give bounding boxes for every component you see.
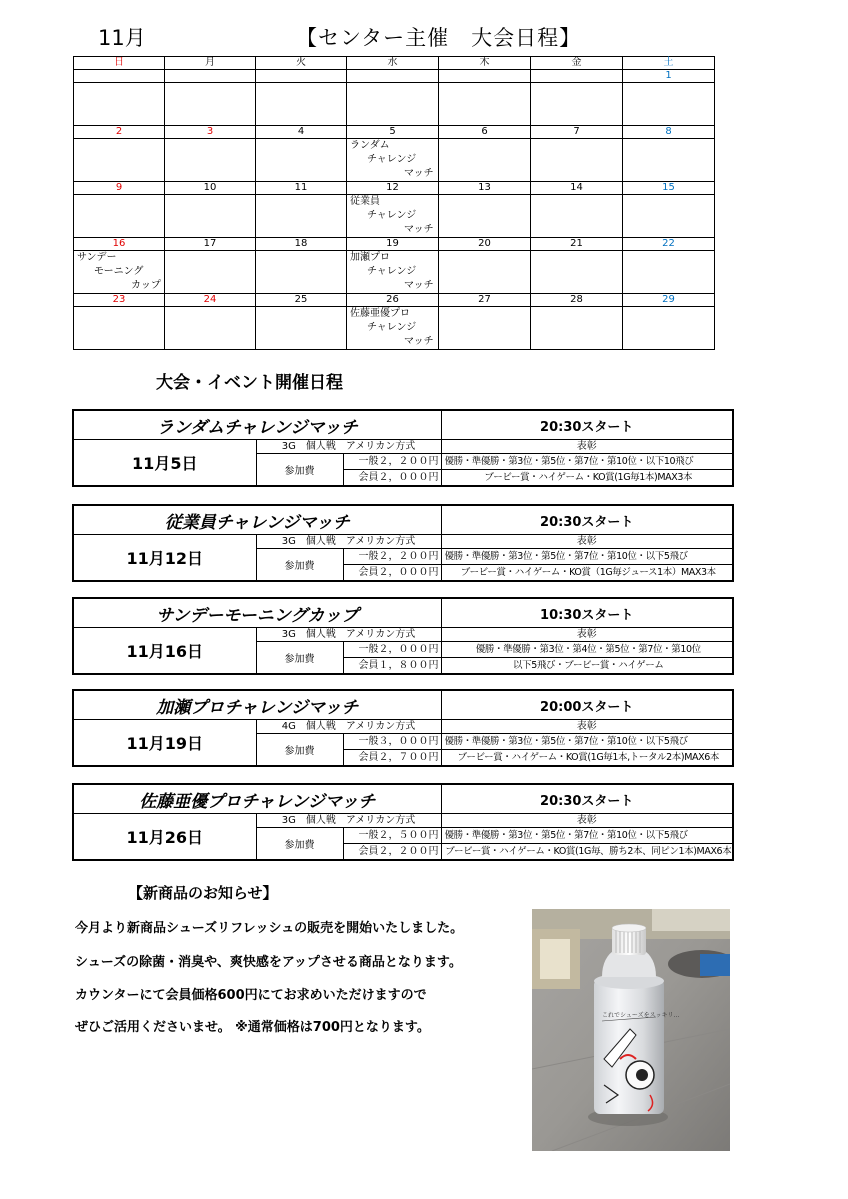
event-name: 佐藤亜優プロチャレンジマッチ (73, 784, 441, 814)
calendar-event (347, 195, 437, 237)
fee-member: 会員２，７００円 (343, 750, 441, 767)
calendar-cell (256, 139, 347, 182)
event-start-time: 10:30スタート (441, 598, 733, 628)
page-title: 【センター主催 大会日程】 (296, 26, 582, 50)
prize-line-1: 優勝・準優勝・第3位・第5位・第7位・第10位・以下5飛び (441, 549, 733, 565)
calendar-cell (165, 83, 256, 126)
fee-general: 一般３，０００円 (343, 734, 441, 750)
shoe-spray-can-image (532, 909, 730, 1151)
fee-member: 会員２，０００円 (343, 470, 441, 487)
calendar (73, 56, 715, 350)
calendar-date: 5 (347, 126, 439, 139)
calendar-date: 13 (439, 182, 531, 195)
event-table (72, 409, 734, 487)
calendar-cell (623, 195, 715, 238)
calendar-cell (439, 251, 531, 294)
event-date: 11月26日 (73, 814, 256, 861)
calendar-date: 7 (531, 126, 623, 139)
calendar-date: 18 (256, 238, 347, 251)
prize-line-1: 優勝・準優勝・第3位・第5位・第7位・第10位・以下5飛び (441, 734, 733, 750)
calendar-date: 24 (165, 294, 256, 307)
calendar-cell (256, 251, 347, 294)
weekday-fri: 金 (531, 57, 623, 70)
calendar-date (74, 70, 165, 83)
calendar-event-line: チャレンジ (367, 266, 417, 277)
calendar-event-line: マッチ (404, 224, 434, 235)
can-label-text: これでシューズをスッキリ… (602, 1012, 680, 1019)
calendar-cell (531, 83, 623, 126)
calendar-cell (347, 251, 439, 294)
calendar-event-line: マッチ (404, 280, 434, 291)
event-format: 4G 個人戦 アメリカン方式 (256, 720, 441, 734)
calendar-cell (74, 83, 165, 126)
calendar-cell (531, 251, 623, 294)
award-label: 表彰 (441, 628, 733, 642)
calendar-date: 16 (74, 238, 165, 251)
calendar-cell (439, 195, 531, 238)
event-format: 3G 個人戦 アメリカン方式 (256, 440, 441, 454)
calendar-date: 11 (256, 182, 347, 195)
prize-line-2: ブービー賞・ハイゲーム・KO賞(1G毎1本,トータル2本)MAX6本 (441, 750, 733, 767)
fee-label: 参加費 (256, 549, 343, 582)
calendar-cell (531, 139, 623, 182)
weekday-sun: 日 (74, 57, 165, 70)
prize-line-1: 優勝・準優勝・第3位・第4位・第5位・第7位・第10位 (441, 642, 733, 658)
fee-label: 参加費 (256, 642, 343, 675)
award-label: 表彰 (441, 720, 733, 734)
product-photo (532, 909, 730, 1151)
calendar-date (531, 70, 623, 83)
fee-general: 一般２，５００円 (343, 828, 441, 844)
weekday-tue: 火 (256, 57, 347, 70)
calendar-cell (256, 83, 347, 126)
calendar-event-line: モーニング (94, 266, 144, 277)
event-start-time: 20:00スタート (441, 690, 733, 720)
calendar-date: 14 (531, 182, 623, 195)
weekday-thu: 木 (439, 57, 531, 70)
calendar-date: 27 (439, 294, 531, 307)
calendar-date: 8 (623, 126, 715, 139)
calendar-date: 22 (623, 238, 715, 251)
calendar-cell (623, 251, 715, 294)
prize-line-2: ブービー賞・ハイゲーム・KO賞(1G毎、勝ち2本、同ピン1本)MAX6本 (441, 844, 733, 861)
calendar-date: 6 (439, 126, 531, 139)
calendar-cell (531, 307, 623, 350)
event-format: 3G 個人戦 アメリカン方式 (256, 814, 441, 828)
calendar-event-line: チャレンジ (367, 210, 417, 221)
prize-line-2: ブービー賞・ハイゲーム・KO賞(1G毎1本)MAX3本 (441, 470, 733, 487)
event-table (72, 689, 734, 767)
calendar-cell (165, 251, 256, 294)
calendar-event-line: 佐藤亜優プロ (350, 308, 410, 319)
event-table (72, 504, 734, 582)
calendar-date: 4 (256, 126, 347, 139)
award-label: 表彰 (441, 535, 733, 549)
calendar-event (347, 251, 437, 293)
calendar-cell (531, 195, 623, 238)
calendar-date: 10 (165, 182, 256, 195)
calendar-event-line: ランダム (350, 140, 390, 151)
fee-member: 会員１，８００円 (343, 658, 441, 675)
event-date: 11月12日 (73, 535, 256, 582)
calendar-cell (347, 139, 439, 182)
calendar-event-line: マッチ (404, 168, 434, 179)
calendar-cell (165, 139, 256, 182)
calendar-cell (439, 83, 531, 126)
calendar-date: 21 (531, 238, 623, 251)
month-label: 11月 (98, 26, 146, 50)
calendar-cell (439, 307, 531, 350)
weekday-sat: 土 (623, 57, 715, 70)
fee-general: 一般２，２００円 (343, 454, 441, 470)
calendar-cell (347, 307, 439, 350)
fee-member: 会員２，０００円 (343, 565, 441, 582)
event-date: 11月16日 (73, 628, 256, 675)
event-start-time: 20:30スタート (441, 784, 733, 814)
news-line: シューズの除菌・消臭や、爽快感をアップさせる商品となります。 (75, 955, 462, 970)
calendar-event-line: サンデー (77, 252, 117, 263)
calendar-event-line: マッチ (404, 336, 434, 347)
fee-general: 一般２，０００円 (343, 642, 441, 658)
calendar-cell (623, 307, 715, 350)
calendar-date: 1 (623, 70, 715, 83)
event-format: 3G 個人戦 アメリカン方式 (256, 628, 441, 642)
calendar-date: 3 (165, 126, 256, 139)
calendar-cell (623, 139, 715, 182)
calendar-cell (256, 195, 347, 238)
calendar-cell (74, 195, 165, 238)
calendar-date (347, 70, 439, 83)
prize-line-2: ブービー賞・ハイゲーム・KO賞（1G毎ジュース1本）MAX3本 (441, 565, 733, 582)
calendar-event-line: カップ (131, 280, 161, 291)
event-name: サンデーモーニングカップ (73, 598, 441, 628)
calendar-date: 25 (256, 294, 347, 307)
calendar-date: 20 (439, 238, 531, 251)
calendar-event-line: 加瀬プロ (350, 252, 390, 263)
event-format: 3G 個人戦 アメリカン方式 (256, 535, 441, 549)
calendar-event (74, 251, 164, 293)
calendar-event-line: チャレンジ (367, 322, 417, 333)
fee-label: 参加費 (256, 454, 343, 487)
calendar-cell (623, 83, 715, 126)
weekday-wed: 水 (347, 57, 439, 70)
fee-member: 会員２，２００円 (343, 844, 441, 861)
event-start-time: 20:30スタート (441, 410, 733, 440)
calendar-cell (165, 195, 256, 238)
calendar-date: 26 (347, 294, 439, 307)
prize-line-1: 優勝・準優勝・第3位・第5位・第7位・第10位・以下5飛び (441, 828, 733, 844)
calendar-date: 15 (623, 182, 715, 195)
calendar-event-line: 従業員 (350, 196, 380, 207)
calendar-cell (439, 139, 531, 182)
news-line: 今月より新商品シューズリフレッシュの販売を開始いたしました。 (75, 921, 464, 936)
calendar-cell (256, 307, 347, 350)
calendar-date: 23 (74, 294, 165, 307)
event-date: 11月5日 (73, 440, 256, 487)
calendar-event (347, 139, 437, 181)
calendar-date: 9 (74, 182, 165, 195)
weekday-mon: 月 (165, 57, 256, 70)
award-label: 表彰 (441, 440, 733, 454)
calendar-date: 17 (165, 238, 256, 251)
calendar-date: 28 (531, 294, 623, 307)
fee-label: 参加費 (256, 828, 343, 861)
calendar-date (165, 70, 256, 83)
news-title: 【新商品のお知らせ】 (128, 884, 278, 902)
calendar-date (256, 70, 347, 83)
event-date: 11月19日 (73, 720, 256, 767)
calendar-date: 12 (347, 182, 439, 195)
calendar-cell (165, 307, 256, 350)
event-table (72, 597, 734, 675)
prize-line-2: 以下5飛び・ブービー賞・ハイゲーム (441, 658, 733, 675)
fee-general: 一般２，２００円 (343, 549, 441, 565)
event-start-time: 20:30スタート (441, 505, 733, 535)
calendar-date: 29 (623, 294, 715, 307)
fee-label: 参加費 (256, 734, 343, 767)
section-title: 大会・イベント開催日程 (156, 373, 343, 393)
calendar-cell (347, 195, 439, 238)
calendar-event-line: チャレンジ (367, 154, 417, 165)
news-line: カウンターにて会員価格600円にてお求めいただけますので (75, 988, 427, 1003)
event-name: 従業員チャレンジマッチ (73, 505, 441, 535)
calendar-cell (74, 307, 165, 350)
award-label: 表彰 (441, 814, 733, 828)
event-name: 加瀬プロチャレンジマッチ (73, 690, 441, 720)
calendar-date: 2 (74, 126, 165, 139)
news-line: ぜひご活用くださいませ。 ※通常価格は700円となります。 (75, 1020, 430, 1035)
calendar-cell (74, 139, 165, 182)
calendar-date (439, 70, 531, 83)
prize-line-1: 優勝・準優勝・第3位・第5位・第7位・第10位・以下10飛び (441, 454, 733, 470)
event-name: ランダムチャレンジマッチ (73, 410, 441, 440)
calendar-date: 19 (347, 238, 439, 251)
calendar-event (347, 307, 437, 349)
calendar-cell (347, 83, 439, 126)
calendar-cell (74, 251, 165, 294)
event-table (72, 783, 734, 861)
